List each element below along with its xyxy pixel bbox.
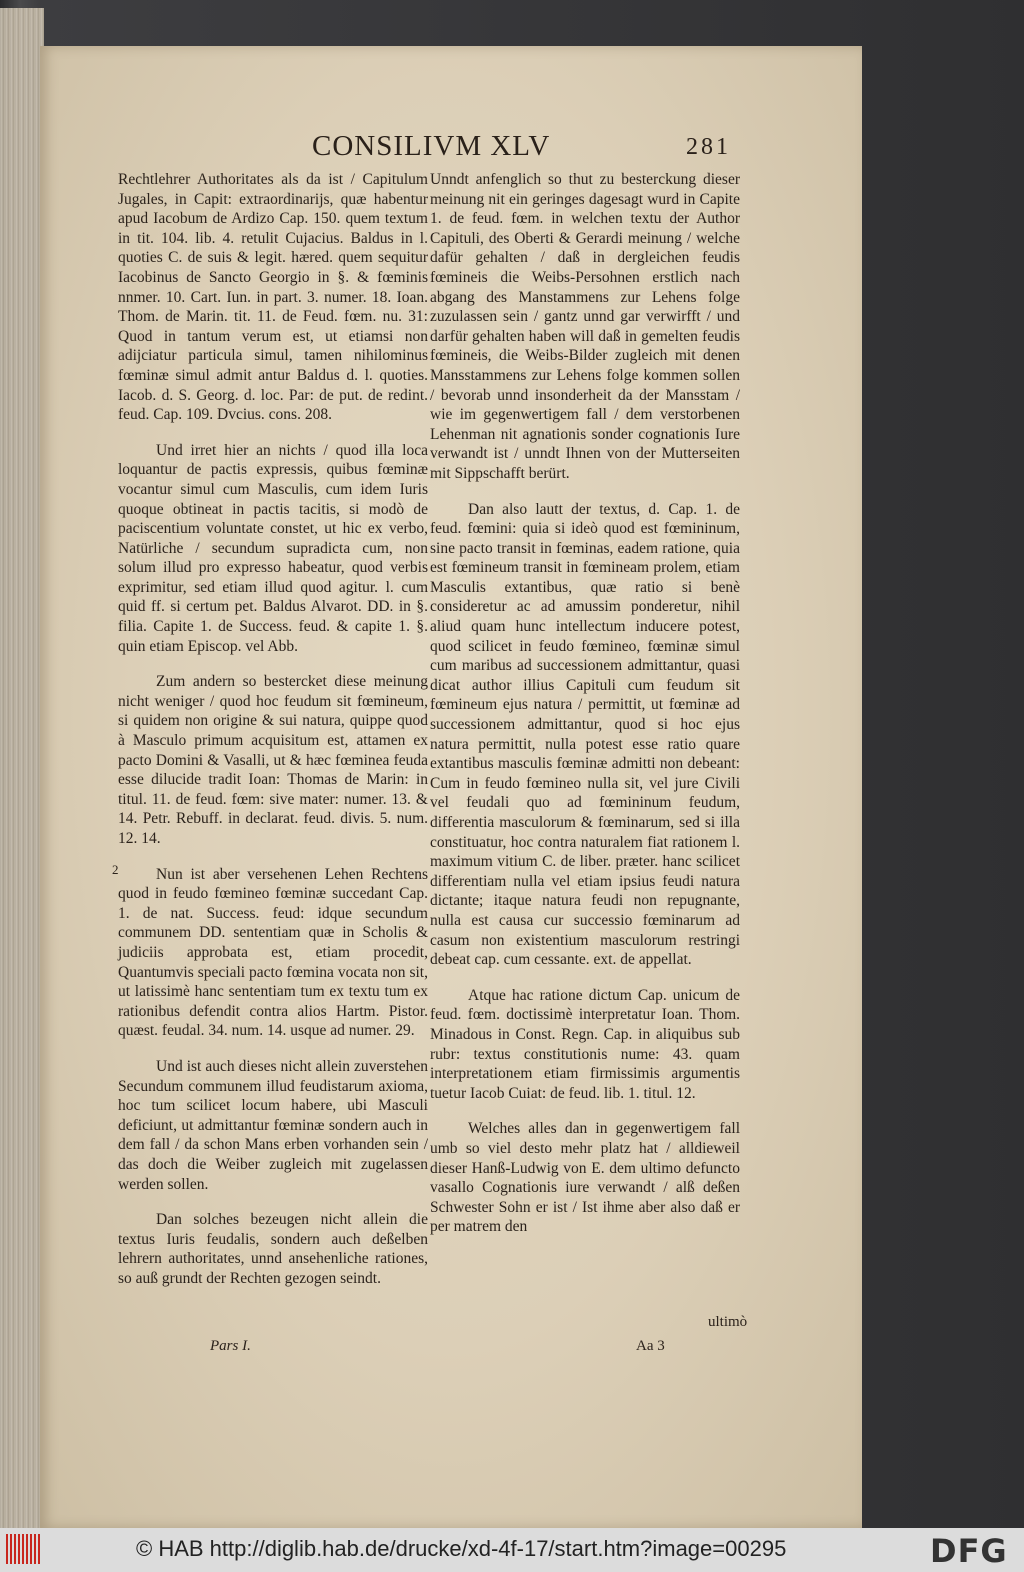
- signature-mark: Aa 3: [636, 1338, 665, 1354]
- barcode-icon: [6, 1534, 42, 1564]
- paragraph: Dan solches bezeugen nicht allein die textus Iuris feudalis, sondern auch deßelben lehrern authoritates, unnd ansehenliche rationes, so auß grundt der Rechten gezogen seindt.: [118, 1211, 428, 1287]
- source-link[interactable]: © HAB http://diglib.hab.de/drucke/xd-4f-17/start.htm?image=00295: [136, 1536, 787, 1561]
- paragraph: Unndt anfenglich so thut zu besterckung dieser meinung nit ein geringes dagesagt wurd in Capite 1. de feud. fœm. in welchen textu der Author Capituli, des Oberti & Gerardi meinung / welche dafür gehalten / daß in dergleichen feudis fœmineis die Weibs-Persohnen erstlich nach abgang des Manstammens zur Lehens folge zuzulassen sein / gantz unnd gar verwirfft / und darfür gehalten haben will daß in gemelten feudis fœmineis, die Weibs-Bilder zugleich mit denen Mansstammens zur Lehens folge kommen sollen / bevorab unnd insonderheit da der Mansstam / wie im gegenwertigem fall / dem verstorbenen Lehenman nit agnationis sonder cognationis Iure verwandt ist / unndt Ihnen von der Mutterseiten mit Sippschafft berürt.: [430, 171, 740, 482]
- paragraph: Und irret hier an nichts / quod illa loca loquantur de pactis expressis, quibus fœminæ vocantur simul cum Masculis, cum idem Iuris quoque obtineat in pactis tacitis, si modò de paciscentium voluntate constet, ut hic ex verbo, Natürliche / secundum supradicta cum, non solum illud pro expresso habeatur, quod verbis exprimitur, sed etiam illud quod agitur. l. cum quid ff. si certum pet. Baldus Alvarot. DD. in §. filia. Capite 1. de Success. feud. & capite 1. §. quin etiam Episcop. vel Abb.: [118, 441, 428, 655]
- paragraph: Dan also lautt der textus, d. Cap. 1. de feud. fœmini: quia si ideò quod est fœmininum, sine pacto transit in fœminas, eadem ratione, quia est fœmineum transit in fœmineam prolem, etiam Masculis extantibus, quæ ratio si benè consideretur ac ad amussim ponderetur, nihil aliud quam hunc intellectum inducere potest, quod scilicet in feudo fœmineo, fœminæ simul cum maribus ad successionem admittantur, quasi dicat author illius Capituli cum feudum sit fœmineum ejus natura / permittit, ut fœminæ ad successionem admittantur, quod si hoc ejus natura permittit, nulla potest esse ratio quare extantibus masculis fœminæ admitti non debeant: Cum in feudo fœmineo nulla sit, vel jure Civili vel feudali quo ad fœmininum feudum, differentia masculorum & fœminarum, sed si illa constituatur, hoc contra naturalem fiat rationem l. maximum vitium C. de liber. præter. hanc scilicet differentiam nulla vel etiam ipsius feudi natura dictante; itaque natura feudi non repugnante, nulla est causa cur successio fœminarum ad casum non existentium masculorum restringi debeat cap. cum cessante. ext. de appellat.: [430, 500, 740, 969]
- paragraph: Nun ist aber versehenen Lehen Rechtens quod in feudo fœmineo fœminæ succedant Cap. 1. de nat. Success. feud: idque secundum communem DD. sententiam quæ in Scholis & judiciis approbata est, etiam procedit, Quantumvis speciali pacto fœmina vocata non sit, ut latissimè hanc sententiam tum ex textu tum ex rationibus defendit contra alios Hartm. Pistor. quæst. feudal. 34. num. 14. usque ad numer. 29.: [118, 865, 428, 1040]
- paragraph: Welches alles dan in gegenwertigem fall umb so viel desto mehr platz hat / alldieweil dieser Hanß-Ludwig von E. dem ultimo defuncto vasallo Cognationis iure verwandt / alß deßen Schwester Sohn er ist / Ist ihme aber also daß er per matrem den: [430, 1120, 740, 1236]
- dfg-logo: DFG: [930, 1532, 1008, 1570]
- book-page-edges: [0, 8, 44, 1528]
- running-title: CONSILIVM XLV: [312, 130, 551, 162]
- paragraph: Zum andern so bestercket diese meinung nicht weniger / quod hoc feudum sit fœmineum, si quidem non origine & sui natura, quippe quod à Masculo primum acquisitum est, attamen ex pacto Domini & Vasalli, ut & hæc fœminea feuda esse dilucide tradit Ioan: Thomas de Marin: in titul. 11. de feud. fœm: sive mater: numer. 13. & 14. Petr. Rebuff. in declarat. feud. divis. 5. num. 12. 14.: [118, 673, 428, 847]
- left-column: [118, 170, 428, 1304]
- right-column: [430, 170, 740, 1253]
- paragraph: Atque hac ratione dictum Cap. unicum de feud. fœm. doctissimè interpretatur Ioan. Thom. Minadous in Const. Regn. Cap. in aliquibus sub rubr: textus constitutionis nume: 43. quam interpretationem etiam firmissimis argumentis tuetur Iacob Cuiat: de feud. lib. 1. titul. 12.: [430, 986, 740, 1102]
- margin-marker: 2: [112, 862, 119, 877]
- page-number: 281: [686, 134, 731, 160]
- running-head: [270, 90, 740, 162]
- paragraph: Rechtlehrer Authoritates als da ist / Capitulum Jugales, in Capit: extraordinarijs, quæ habentur apud Iacobum de Ardizo Cap. 150. quem textum in tit. 104. lib. 4. retulit Cujacius. Baldus in l. quoties C. de suis & legit. hæred. quem sequitur Iacobinus de Sancto Georgio in §. & fœminis nnmer. 10. Cart. Iun. in part. 3. numer. 18. Ioan. Thom. de Marin. tit. 11. de Feud. fœm. nu. 31: Quod in tantum verum est, ut etiamsi non adijciatur particula simul, tamen nihilominus fœminæ simul admit antur Baldus d. l. quoties. Iacob. d. S. Georg. d. loc. Par: de put. de redint. feud. Cap. 109. Dvcius. cons. 208.: [118, 171, 428, 424]
- paragraph: Und ist auch dieses nicht allein zuverstehen Secundum communem illud feudistarum axioma, hoc tum scilicet locum habere, ubi Masculi deficiunt, ut admittantur fœminæ sondern auch in dem fall / da schon Mans erben vorhanden sein / das doch die Weiber zugleich mit zugelassen werden sollen.: [118, 1057, 428, 1193]
- signature: Pars I.: [210, 1338, 251, 1354]
- catchword: ultimò: [708, 1314, 748, 1330]
